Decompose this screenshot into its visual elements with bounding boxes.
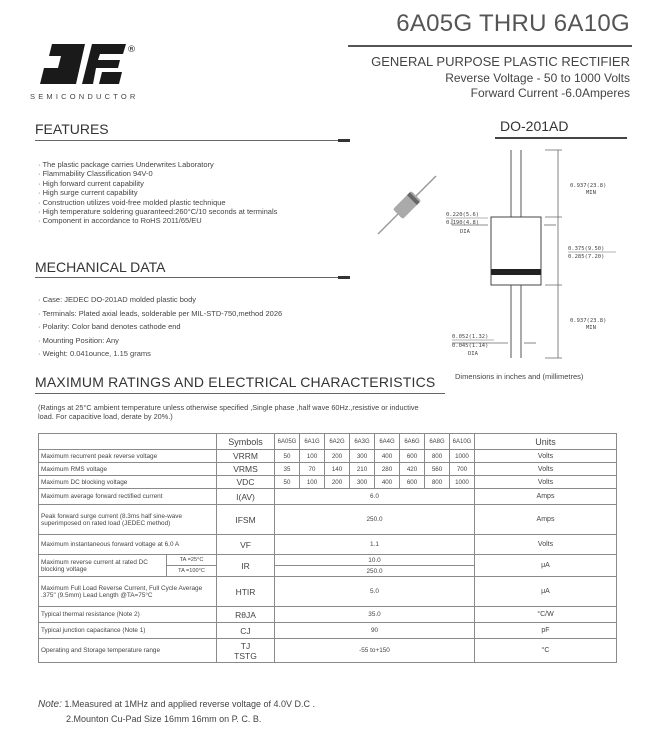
symbol-cell: I(AV) <box>217 489 275 505</box>
table-row <box>39 607 617 623</box>
features-title: FEATURES <box>35 121 109 137</box>
header-param <box>39 434 217 450</box>
ratings-rule <box>35 393 445 394</box>
ratings-note-line1: (Ratings at 25°C ambient temperature unless otherwise specified ,Single phase ,half wave 60Hz.,resistive or inductive <box>38 403 419 412</box>
unit-cell: Amps <box>475 489 617 505</box>
symbol-cell: VF <box>217 535 275 555</box>
list-item: · Polarity: Color band denotes cathode end <box>38 320 282 334</box>
unit-cell: μA <box>475 577 617 607</box>
header-part: 6A8G <box>425 434 450 450</box>
value-cell: 35.0 <box>275 607 475 623</box>
value-cell: 5.0 <box>275 577 475 607</box>
value-cell: 250.0 <box>275 505 475 535</box>
value-cell: 6.0 <box>275 489 475 505</box>
package-title: DO-201AD <box>500 118 569 134</box>
list-item: · Flammability Classification 94V-0 <box>38 169 277 178</box>
product-description: GENERAL PURPOSE PLASTIC RECTIFIER <box>371 54 630 69</box>
table-row <box>39 555 617 566</box>
unit-cell: Amps <box>475 505 617 535</box>
notes-section <box>38 697 315 727</box>
ratings-title: MAXIMUM RATINGS AND ELECTRICAL CHARACTERISTICS <box>35 374 436 390</box>
mechanical-rule <box>35 277 350 278</box>
value-cell: 420 <box>400 463 425 476</box>
dim-body-dia-label: DIA <box>460 229 470 235</box>
value-cell: 200 <box>325 476 350 489</box>
ratings-note <box>38 403 558 421</box>
value-cell: 35 <box>275 463 300 476</box>
header-units: Units <box>475 434 617 450</box>
value-cell: -55 to+150 <box>275 639 475 663</box>
param-cell: Maximum reverse current at rated DC blocking voltage <box>39 555 167 577</box>
dim-body-len-2: 0.285(7.20) <box>568 254 605 260</box>
table-row <box>39 505 617 535</box>
unit-cell: °C <box>475 639 617 663</box>
dim-lead-top: 0.937(23.8) <box>570 183 607 189</box>
symbol-cell: VRMS <box>217 463 275 476</box>
param-cell: Maximum instantaneous forward voltage at 6.0 A <box>39 535 217 555</box>
package-outline-diagram <box>380 145 630 370</box>
table-header-row <box>39 434 617 450</box>
list-item: · High temperature soldering guaranteed:260°C/10 seconds at terminals <box>38 207 277 216</box>
list-item: · Component in accordance to RoHS 2011/65/EU <box>38 216 277 225</box>
unit-cell: Volts <box>475 463 617 476</box>
value-cell: 1000 <box>450 450 475 463</box>
table-row <box>39 476 617 489</box>
param-cell: Maximum recurrent peak reverse voltage <box>39 450 217 463</box>
param-cell: Maximum average forward rectified current <box>39 489 217 505</box>
dim-body-len-1: 0.375(9.50) <box>568 246 605 252</box>
header-part: 6A3G <box>350 434 375 450</box>
unit-cell: °C/W <box>475 607 617 623</box>
unit-cell: Volts <box>475 476 617 489</box>
note-1: 1.Measured at 1MHz and applied reverse voltage of 4.0V D.C . <box>64 699 316 709</box>
symbol-cell: VRRM <box>217 450 275 463</box>
ratings-note-line2: load. For capacitive load, derate by 20%.) <box>38 412 173 421</box>
mechanical-title: MECHANICAL DATA <box>35 259 166 275</box>
value-cell: 100 <box>300 450 325 463</box>
header-part: 6A1G <box>300 434 325 450</box>
unit-cell: pF <box>475 623 617 639</box>
value-cell: 560 <box>425 463 450 476</box>
forward-current-spec: Forward Current -6.0Amperes <box>470 86 630 100</box>
value-cell: 250.0 <box>275 566 475 577</box>
list-item: · Construction utilizes void-free molded plastic technique <box>38 198 277 207</box>
value-cell: 50 <box>275 476 300 489</box>
unit-cell: Volts <box>475 450 617 463</box>
value-cell: 600 <box>400 476 425 489</box>
symbol-tj: TJ <box>240 640 251 651</box>
dimensions-note: Dimensions in inches and (millimetres) <box>455 372 584 381</box>
symbol-cell: RθJA <box>217 607 275 623</box>
symbol-cell: IR <box>217 555 275 577</box>
table-row <box>39 639 617 663</box>
table-row <box>39 535 617 555</box>
dim-lead-bot: 0.937(23.8) <box>570 318 607 324</box>
table-row <box>39 463 617 476</box>
dim-lead-dia-2: 0.045(1.14) <box>452 343 489 349</box>
list-item: · Terminals: Plated axial leads, solderable per MIL-STD-750,method 2026 <box>38 307 282 321</box>
value-cell: 800 <box>425 476 450 489</box>
value-cell: 400 <box>375 450 400 463</box>
table-row <box>39 623 617 639</box>
list-item: · High surge current capability <box>38 188 277 197</box>
value-cell: 300 <box>350 476 375 489</box>
condition-cell: TA =100°C <box>167 566 217 577</box>
symbol-cell: VDC <box>217 476 275 489</box>
dim-lead-top-min: MIN <box>586 190 596 196</box>
condition-cell: TA =25°C <box>167 555 217 566</box>
value-cell: 700 <box>450 463 475 476</box>
table-row <box>39 450 617 463</box>
header-divider <box>348 45 632 47</box>
features-list <box>38 160 277 226</box>
value-cell: 200 <box>325 450 350 463</box>
list-item: · Weight: 0.041ounce, 1.15 grams <box>38 347 282 361</box>
header-part: 6A10G <box>450 434 475 450</box>
company-logo <box>30 38 170 90</box>
dim-body-dia-1: 0.220(5.6) <box>446 212 480 218</box>
value-cell: 70 <box>300 463 325 476</box>
cathode-band <box>491 269 541 275</box>
reverse-voltage-spec: Reverse Voltage - 50 to 1000 Volts <box>445 71 630 85</box>
ratings-table <box>38 433 617 663</box>
dim-lead-bot-min: MIN <box>586 325 596 331</box>
value-cell: 140 <box>325 463 350 476</box>
param-cell: Maximum Full Load Reverse Current, Full Cycle Average .375" (9.5mm) Lead Length @TA=75°C <box>39 577 217 607</box>
value-cell: 100 <box>300 476 325 489</box>
value-cell: 10.0 <box>275 555 475 566</box>
value-cell: 50 <box>275 450 300 463</box>
notes-label: Note: <box>38 699 62 710</box>
unit-cell: Volts <box>475 535 617 555</box>
value-cell: 600 <box>400 450 425 463</box>
param-cell: Typical thermal resistance (Note 2) <box>39 607 217 623</box>
list-item: · High forward current capability <box>38 179 277 188</box>
unit-cell: μA <box>475 555 617 577</box>
symbol-tstg: TSTG <box>234 650 257 661</box>
header-part: 6A6G <box>400 434 425 450</box>
value-cell: 300 <box>350 450 375 463</box>
company-name: SEMICONDUCTOR <box>30 92 139 101</box>
package-rule <box>495 137 627 139</box>
registered-mark: ® <box>127 45 136 55</box>
symbol-cell <box>217 639 275 663</box>
param-cell: Peak forward surge current (8.3ms half sine-wave superimposed on rated load (JEDEC method) <box>39 505 217 535</box>
note-2: 2.Mounton Cu-Pad Size 16mm 16mm on P. C. B. <box>66 714 262 724</box>
value-cell: 90 <box>275 623 475 639</box>
part-range-title: 6A05G THRU 6A10G <box>396 10 630 37</box>
param-cell: Maximum RMS voltage <box>39 463 217 476</box>
value-cell: 1000 <box>450 476 475 489</box>
value-cell: 210 <box>350 463 375 476</box>
dim-lead-dia-label: DIA <box>468 351 478 357</box>
value-cell: 800 <box>425 450 450 463</box>
symbol-cell: HTIR <box>217 577 275 607</box>
header-part: 6A2G <box>325 434 350 450</box>
param-cell: Operating and Storage temperature range <box>39 639 217 663</box>
value-cell: 280 <box>375 463 400 476</box>
table-row <box>39 577 617 607</box>
value-cell: 1.1 <box>275 535 475 555</box>
table-row <box>39 489 617 505</box>
dim-lead-dia-1: 0.052(1.32) <box>452 334 489 340</box>
header-part: 6A4G <box>375 434 400 450</box>
param-cell: Maximum DC blocking voltage <box>39 476 217 489</box>
mechanical-list <box>38 293 282 361</box>
dim-body-dia-2: 0.190(4.8) <box>446 220 480 226</box>
symbol-cell: IFSM <box>217 505 275 535</box>
header-symbols: Symbols <box>217 434 275 450</box>
value-cell: 400 <box>375 476 400 489</box>
list-item: · The plastic package carries Underwrites Laboratory <box>38 160 277 169</box>
list-item: · Case: JEDEC DO-201AD molded plastic body <box>38 293 282 307</box>
list-item: · Mounting Position: Any <box>38 334 282 348</box>
features-rule <box>35 140 350 141</box>
header-part: 6A05G <box>275 434 300 450</box>
param-cell: Typical junction capacitance (Note 1) <box>39 623 217 639</box>
symbol-cell: CJ <box>217 623 275 639</box>
